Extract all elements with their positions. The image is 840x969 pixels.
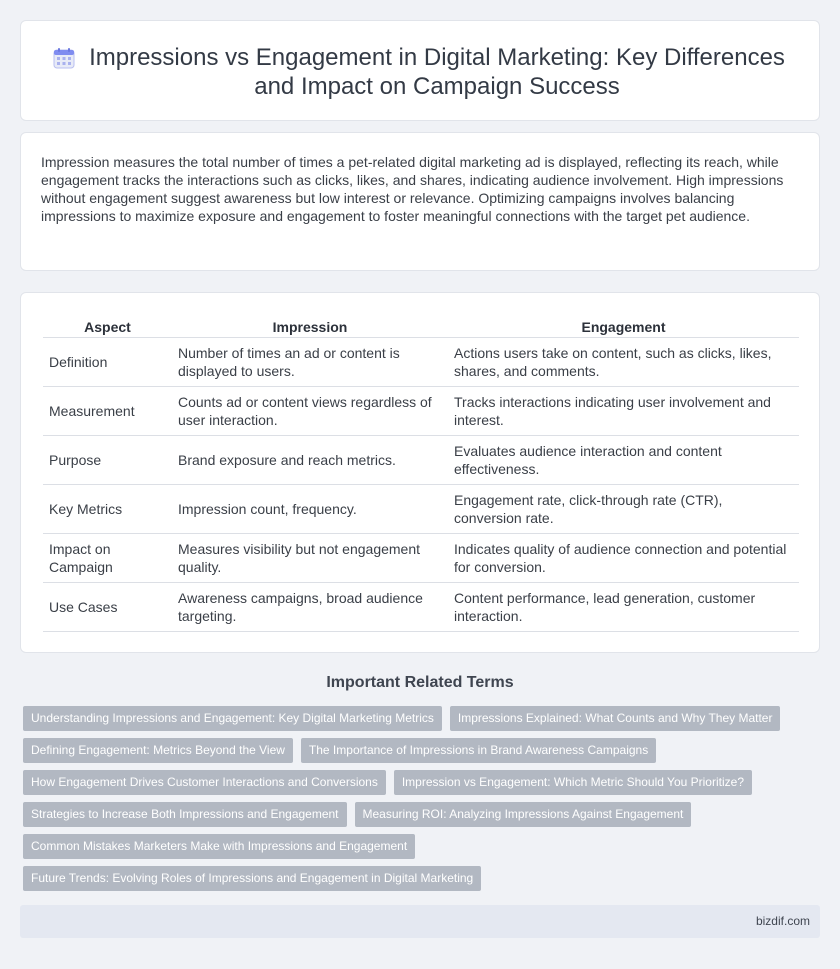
row-aspect: Definition <box>43 337 172 386</box>
related-term-link[interactable]: Defining Engagement: Metrics Beyond the View <box>23 738 293 763</box>
intro-card <box>20 132 820 271</box>
table-row <box>43 386 799 435</box>
related-term-link[interactable]: Strategies to Increase Both Impressions and Engagement <box>23 802 347 827</box>
comparison-card <box>20 292 820 653</box>
related-terms-title: Important Related Terms <box>326 674 514 691</box>
tag-row <box>23 706 813 731</box>
title-wrap <box>51 43 799 101</box>
row-engagement: Engagement rate, click-through rate (CTR), conversion rate. <box>448 484 799 533</box>
table-row <box>43 533 799 582</box>
related-term-link[interactable]: Common Mistakes Marketers Make with Impressions and Engagement <box>23 834 415 859</box>
footer-site-link[interactable]: bizdif.com <box>755 914 810 928</box>
row-engagement: Indicates quality of audience connection and potential for conversion. <box>448 533 799 582</box>
row-engagement: Actions users take on content, such as clicks, likes, shares, and comments. <box>448 337 799 386</box>
row-aspect: Purpose <box>43 435 172 484</box>
header-impression: Impression <box>172 317 448 337</box>
row-impression: Awareness campaigns, broad audience targeting. <box>172 582 448 631</box>
row-engagement: Evaluates audience interaction and content effectiveness. <box>448 435 799 484</box>
related-term-link[interactable]: The Importance of Impressions in Brand Awareness Campaigns <box>301 738 656 763</box>
comparison-table <box>43 317 799 632</box>
table-row <box>43 435 799 484</box>
calendar-icon <box>53 47 75 69</box>
row-impression: Counts ad or content views regardless of user interaction. <box>172 386 448 435</box>
related-term-link[interactable]: Future Trends: Evolving Roles of Impressions and Engagement in Digital Marketing <box>23 866 481 891</box>
tag-row <box>23 834 813 859</box>
tag-row <box>23 770 813 795</box>
related-term-link[interactable]: Understanding Impressions and Engagement: Key Digital Marketing Metrics <box>23 706 442 731</box>
related-term-link[interactable]: Measuring ROI: Analyzing Impressions Against Engagement <box>355 802 692 827</box>
row-impression: Measures visibility but not engagement quality. <box>172 533 448 582</box>
tag-row <box>23 802 813 827</box>
table-row <box>43 337 799 386</box>
header-aspect: Aspect <box>43 317 172 337</box>
row-impression: Number of times an ad or content is displayed to users. <box>172 337 448 386</box>
header-card <box>20 20 820 121</box>
row-aspect: Measurement <box>43 386 172 435</box>
related-term-link[interactable]: Impression vs Engagement: Which Metric Should You Prioritize? <box>394 770 752 795</box>
table-row <box>43 484 799 533</box>
row-engagement: Tracks interactions indicating user involvement and interest. <box>448 386 799 435</box>
row-aspect: Use Cases <box>43 582 172 631</box>
page-title: Impressions vs Engagement in Digital Marketing: Key Differences and Impact on Campaign Success <box>89 44 785 100</box>
related-terms-list <box>23 706 813 898</box>
footer-bar <box>20 905 820 938</box>
tag-row <box>23 738 813 763</box>
row-aspect: Key Metrics <box>43 484 172 533</box>
intro-paragraph: Impression measures the total number of times a pet-related digital marketing ad is displayed, reflecting its reach, while engagement tracks the interactions such as clicks, likes, and shares, indicating audience involvement. High impressions without engagement suggest awareness but low interest or relevance. Optimizing campaigns involves balancing impressions to maximize exposure and engagement to foster meaningful connections with the target pet audience. <box>41 154 784 224</box>
row-impression: Impression count, frequency. <box>172 484 448 533</box>
table-header-row <box>43 317 799 337</box>
related-term-link[interactable]: How Engagement Drives Customer Interactions and Conversions <box>23 770 386 795</box>
row-engagement: Content performance, lead generation, customer interaction. <box>448 582 799 631</box>
row-impression: Brand exposure and reach metrics. <box>172 435 448 484</box>
table-row <box>43 582 799 631</box>
related-term-link[interactable]: Impressions Explained: What Counts and Why They Matter <box>450 706 781 731</box>
header-engagement: Engagement <box>448 317 799 337</box>
tag-row <box>23 866 813 891</box>
row-aspect: Impact on Campaign <box>43 533 172 582</box>
